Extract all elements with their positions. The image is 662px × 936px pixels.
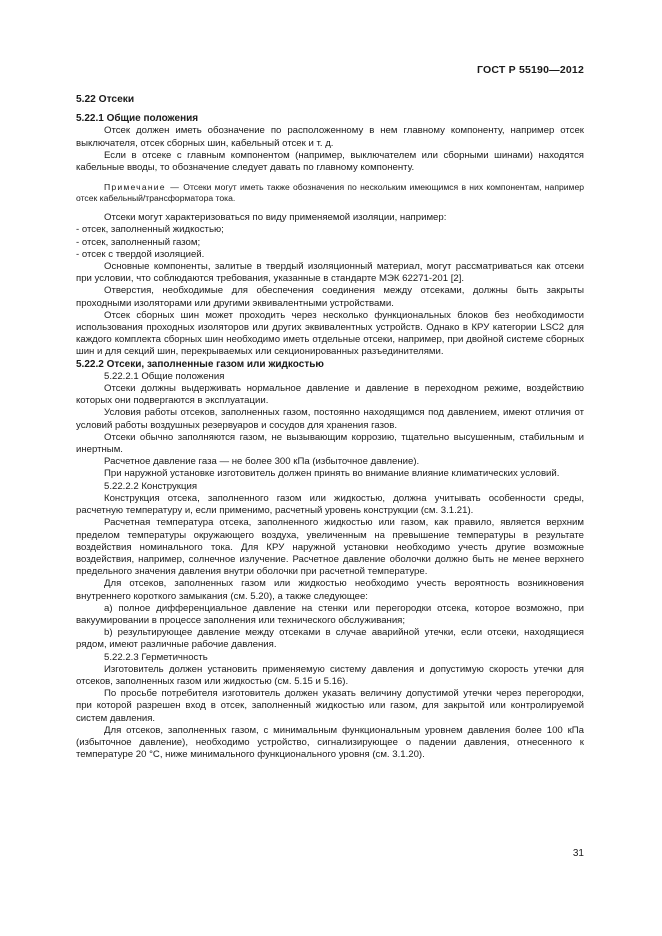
list-item-b: b) результирующее давление между отсеками в случае аварийной утечки, если отсеки, находящиеся рядом, имеют различные рабочие давления.	[76, 627, 584, 651]
clause-title: 5.22.2.1 Общие положения	[104, 370, 225, 382]
paragraph: Отверстия, необходимые для обеспечения соединения между отсеками, должны быть закрыты проходными изоляторами или другими эквивалентными устройствами.	[76, 285, 584, 309]
list-item: - отсек, заполненный газом;	[76, 236, 201, 248]
paragraph: Изготовитель должен установить применяемую систему давления и допустимую скорость утечки для отсеков, заполненных газом или жидкостью (см. 5.15 и 5.16).	[76, 663, 584, 687]
paragraph: Конструкция отсека, заполненного газом или жидкостью, должна учитывать особенности среды, расчетную температуру и, если применимо, расчетный уровень конструкции (см. 3.1.21).	[76, 492, 584, 517]
paragraph: Условия работы отсеков, заполненных газом, постоянно находящимся под давлением, имеют отличия от условий работы воздушных резервуаров и сосудов для хранения газов.	[76, 407, 584, 431]
paragraph: Расчетная температура отсека, заполненного жидкостью или газом, как правило, является верхним пределом температуры окружающего воздуха, увеличенным на превышение температуры в результате воздействия номинального тока. Для КРУ наружной установки необходимо учесть другие возможные воздействия, например, солнечное излучение. Расчетное давление оболочки должно быть не менее верхнего предельного значения давления внутри оболочки при расчетной температуре.	[76, 517, 584, 578]
paragraph: Если в отсеке с главным компонентом (например, выключателем или сборными шинами) находятся кабельные вводы, то обозначение следует давать по главному компоненту.	[76, 149, 584, 174]
paragraph: Отсеки обычно заполняются газом, не вызывающим коррозию, тщательно высушенным, стабильным и инертным.	[76, 431, 584, 456]
note-label: Примечание —	[104, 182, 180, 193]
section-title: 5.22 Отсеки	[76, 94, 135, 105]
paragraph: Основные компоненты, залитые в твердый изоляционный материал, могут рассматриваться как отсеки при условии, что соблюдаются требования, указанные в стандарте МЭК 62271-201 [2].	[76, 261, 584, 285]
document-id: ГОСТ Р 55190—2012	[476, 64, 584, 76]
clause-title: 5.22.2.2 Конструкция	[104, 480, 198, 492]
paragraph: При наружной установке изготовитель должен принять во внимание влияние климатических условий.	[104, 468, 560, 480]
clause-title: 5.22.2.3 Герметичность	[104, 651, 208, 663]
subsection-title: 5.22.2 Отсеки, заполненные газом или жидкостью	[76, 358, 324, 370]
paragraph: Отсеки должны выдерживать нормальное давление и давление в переходном режиме, воздействию которых они подвергаются в эксплуатации.	[76, 383, 584, 407]
insulation-list	[76, 224, 584, 261]
paragraph: По просьбе потребителя изготовитель должен указать величину допустимой утечки через перегородки, при которой разрешен вход в отсек, заполненный жидкостью или газом, для закрытой или контролируемой систем давления.	[76, 688, 584, 724]
paragraph: Для отсеков, заполненных газом или жидкостью необходимо учесть вероятность возникновения внутреннего короткого замыкания (см. 5.20), а также следующее:	[76, 578, 584, 602]
page-body	[76, 94, 584, 761]
list-item-a: а) полное дифференциальное давление на стенки или перегородки отсека, которое возможно, при вакуумировании в процессе заполнения или технического обслуживания;	[76, 602, 584, 626]
list-item: - отсек с твердой изоляцией.	[76, 248, 205, 260]
paragraph: Для отсеков, заполненных газом, с минимальным функциональным уровнем давления более 100 кПа (избыточное давление), необходимо устройство, сигнализирующее о падении давления, отнесенного к температуре 20 °С, ниже минимального функционального уровня (см. 3.1.20).	[76, 724, 584, 761]
subsection-title: 5.22.1 Общие положения	[76, 113, 199, 125]
page-number: 31	[572, 848, 584, 859]
paragraph: Отсек должен иметь обозначение по расположенному в нем главному компоненту, например отсек выключателя, отсек сборных шин, кабельный отсек и т. д.	[76, 125, 584, 149]
paragraph: Расчетное давление газа — не более 300 кПа (избыточное давление).	[104, 456, 420, 468]
note-text: Отсеки могут иметь также обозначения по нескольким имеющимся в них компонентам, например отсек кабельный/трансформатора тока.	[76, 182, 585, 204]
list-item: - отсек, заполненный жидкостью;	[76, 224, 224, 236]
paragraph: Отсеки могут характеризоваться по виду применяемой изоляции, например:	[104, 212, 447, 224]
note	[76, 182, 584, 204]
paragraph: Отсек сборных шин может проходить через несколько функциональных блоков без необходимости использования проходных изоляторов или других эквивалентных устройств. Однако в КРУ категории LSC2 для каждого комплекта сборных шин необходимо иметь отдельные отсеки, например, при двойной системе сборных шин и для секций шин, перекрываемых или секционированных разъединителями.	[76, 309, 584, 358]
